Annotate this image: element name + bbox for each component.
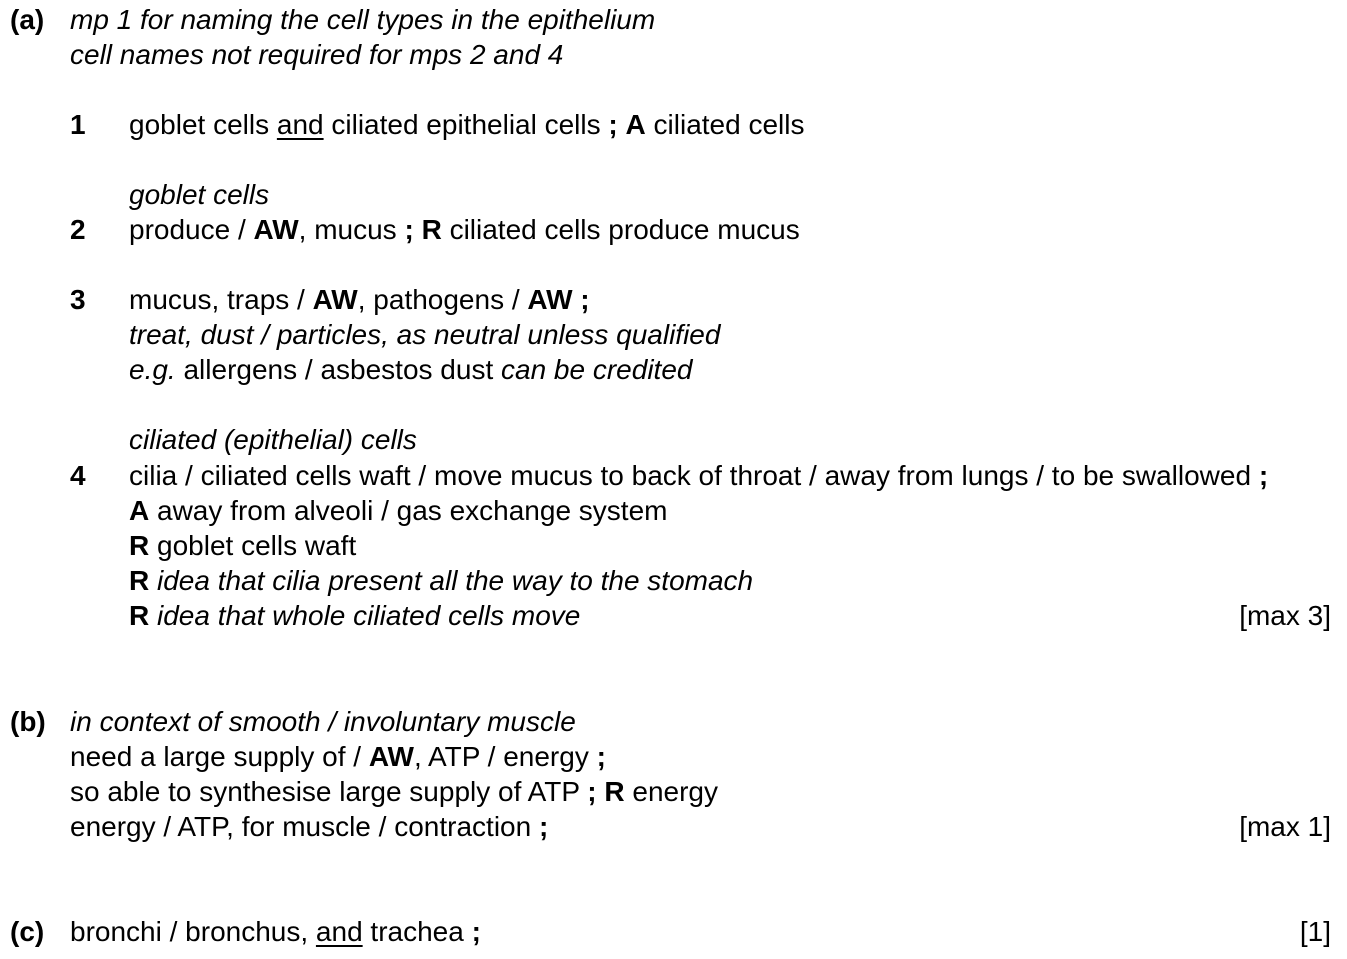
mp3-line <box>129 282 590 317</box>
mp4-reject-text-1: goblet cells waft <box>149 530 357 561</box>
mp1-accept: A <box>625 109 646 140</box>
mp2-line <box>129 212 800 247</box>
mp4-number: 4 <box>70 460 86 491</box>
part-a-label: (a) <box>10 4 45 35</box>
mp4-reject-line-3 <box>129 598 580 633</box>
mp3-text-2: , pathogens / <box>357 284 528 315</box>
part-b-line-2-semicolon: ; <box>587 776 597 807</box>
ciliated-cells-heading: ciliated (epithelial) cells <box>129 424 417 455</box>
part-a-note-1: mp 1 for naming the cell types in the epithelium <box>70 4 656 35</box>
part-c-marks: [1] <box>1299 916 1331 947</box>
mp3-aw-1: AW <box>312 284 358 315</box>
part-c-semicolon: ; <box>471 916 481 947</box>
part-b-line-1 <box>70 739 606 774</box>
mp4-text-1: cilia / ciliated cells waft / move mucus to back of throat / away from lungs / to be swallowed <box>129 460 1259 491</box>
mp4-reject-1: R <box>129 530 150 561</box>
mp3-example-text: allergens / asbestos dust <box>175 354 501 385</box>
part-b-line-1-text-2: , ATP / energy <box>413 741 597 772</box>
mp4-semicolon: ; <box>1258 460 1269 491</box>
mp4-reject-text-2: idea that cilia present all the way to the stomach <box>149 565 754 596</box>
mp4-accept: A <box>129 495 150 526</box>
mp4-accept-line <box>129 493 667 528</box>
part-b-note: in context of smooth / involuntary muscle <box>70 706 576 737</box>
mp3-note: treat, dust / particles, as neutral unless qualified <box>129 319 721 350</box>
mp1-semicolon: ; <box>608 109 618 140</box>
mp3-aw-2: AW <box>527 284 573 315</box>
mp2-text-2: , mucus <box>298 214 405 245</box>
mp1-number: 1 <box>70 109 86 140</box>
mp2-aw: AW <box>253 214 299 245</box>
part-b-reject: R <box>604 776 625 807</box>
mp2-reject: R <box>421 214 442 245</box>
part-b-line-3 <box>70 809 548 844</box>
part-b-aw: AW <box>368 741 414 772</box>
mp3-credited: can be credited <box>501 354 693 385</box>
mp2-text-1: produce / <box>129 214 254 245</box>
mp2-text-3: ciliated cells produce mucus <box>441 214 800 245</box>
mp1-text-3: ciliated cells <box>645 109 805 140</box>
mp4-reject-line-1 <box>129 528 356 563</box>
mp3-example-line <box>129 352 692 387</box>
mp3-number: 3 <box>70 284 86 315</box>
part-b-line-1-semicolon: ; <box>596 741 606 772</box>
mp4-line <box>129 458 1268 493</box>
mp1-line <box>129 107 804 142</box>
mp1-and: and <box>276 109 324 140</box>
mp3-semicolon: ; <box>572 284 590 315</box>
mp4-reject-text-3: idea that whole ciliated cells move <box>149 600 581 631</box>
part-b-line-2 <box>70 774 718 809</box>
mp2-number: 2 <box>70 214 86 245</box>
part-b-marks: [max 1] <box>1239 811 1331 842</box>
part-b-line-3-text: energy / ATP, for muscle / contraction <box>70 811 539 842</box>
mp3-eg: e.g. <box>129 354 176 385</box>
part-b-line-1-text-1: need a large supply of / <box>70 741 369 772</box>
mp2-semicolon: ; <box>404 214 414 245</box>
mp4-accept-text: away from alveoli / gas exchange system <box>149 495 668 526</box>
mp4-reject-2: R <box>129 565 150 596</box>
part-c-label: (c) <box>10 916 45 947</box>
part-b-label: (b) <box>10 706 46 737</box>
part-c-text-2: trachea <box>362 916 472 947</box>
mp1-text-1: goblet cells <box>129 109 277 140</box>
mp1-text-2: ciliated epithelial cells <box>323 109 609 140</box>
mp4-reject-line-2 <box>129 563 753 598</box>
part-a-note-2: cell names not required for mps 2 and 4 <box>70 39 564 70</box>
part-b-line-2-text-2: energy <box>624 776 719 807</box>
part-c-text-1: bronchi / bronchus, <box>70 916 316 947</box>
mp3-text-1: mucus, traps / <box>129 284 313 315</box>
part-a-marks: [max 3] <box>1239 600 1331 631</box>
part-c-and: and <box>315 916 363 947</box>
part-b-line-3-semicolon: ; <box>538 811 549 842</box>
goblet-cells-heading: goblet cells <box>129 179 270 210</box>
part-c-line <box>70 914 481 949</box>
part-b-line-2-text-1: so able to synthesise large supply of ATP <box>70 776 588 807</box>
mp4-reject-3: R <box>129 600 150 631</box>
